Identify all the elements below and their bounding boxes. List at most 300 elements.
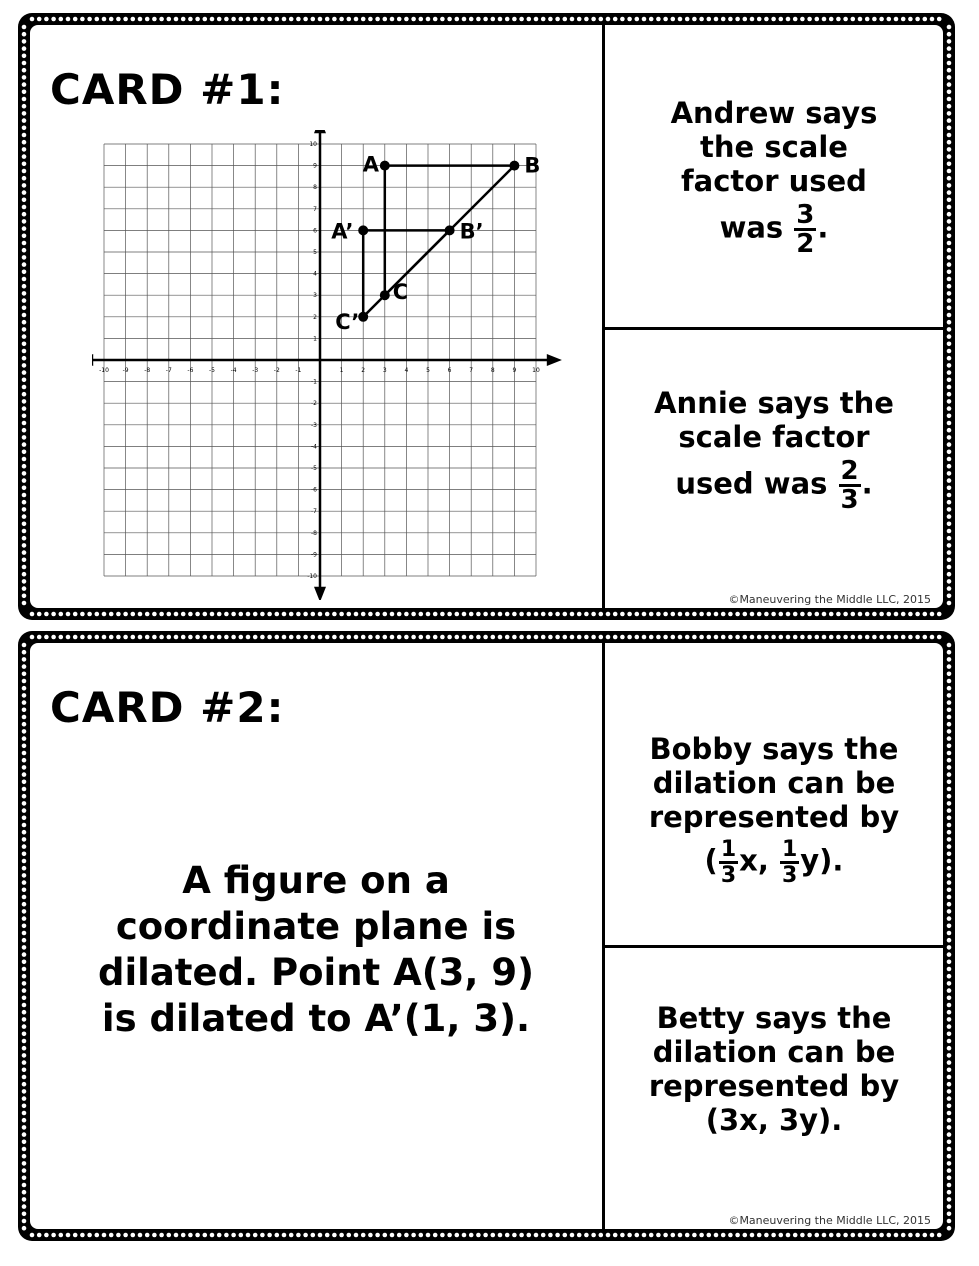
border-dot [188,17,193,22]
border-dot [822,1233,827,1238]
border-dot [764,635,769,640]
border-dot [390,612,395,617]
open-paren: ( [704,843,718,877]
border-dot [22,68,27,73]
border-dot [879,612,884,617]
border-dot [22,234,27,239]
border-dot [851,17,856,22]
border-dot [131,635,136,640]
fraction-one-third [780,838,799,887]
x-term: x, [739,843,779,877]
x-axis-arrow-left [92,354,93,366]
border-dot [203,17,208,22]
border-dot [231,635,236,640]
border-dot [491,635,496,640]
border-dot [267,1233,272,1238]
coordinate-plane [92,130,572,600]
border-dot [22,284,27,289]
border-dot [116,612,121,617]
border-dot [318,635,323,640]
border-dot [822,612,827,617]
border-dot [361,17,366,22]
border-dot [947,823,952,828]
border-dot [22,493,27,498]
border-dot [947,594,952,599]
border-dot [947,162,952,167]
border-dot [548,612,553,617]
border-dot [22,370,27,375]
border-dot [555,612,560,617]
border-dot [332,1233,337,1238]
border-dot [44,1233,49,1238]
border-dot [433,1233,438,1238]
border-dot [22,464,27,469]
border-dot [947,442,952,447]
border-dot [858,612,863,617]
border-dot [947,679,952,684]
border-dot [947,421,952,426]
border-dot [275,1233,280,1238]
border-dot [947,579,952,584]
y-tick-label: 6 [313,227,317,235]
border-dot [947,334,952,339]
border-dot [462,1233,467,1238]
border-dot [267,612,272,617]
border-dot [22,255,27,260]
border-dot [947,104,952,109]
x-tick-label: 7 [469,367,474,374]
border-dot [22,736,27,741]
border-dot [858,1233,863,1238]
border-dot [239,1233,244,1238]
border-dot [22,1068,27,1073]
border-dot [22,1089,27,1094]
border-dot [22,1197,27,1202]
border-dot [253,17,258,22]
andrew-was-label: was [719,210,784,244]
border-dot [22,435,27,440]
border-dot [800,17,805,22]
border-dot [22,198,27,203]
border-dot [519,1233,524,1238]
border-dot [570,612,575,617]
border-dot [947,601,952,606]
border-dot [397,612,402,617]
border-dot [519,17,524,22]
betty-claim [605,948,943,1229]
border-dot [22,1053,27,1058]
border-dot [109,1233,114,1238]
border-dot [947,586,952,591]
border-dot [858,17,863,22]
border-dot [947,1010,952,1015]
border-dot [947,558,952,563]
border-dot [947,270,952,275]
border-dot [22,111,27,116]
border-dot [584,612,589,617]
border-dot [66,612,71,617]
border-dot [224,612,229,617]
border-dot [505,635,510,640]
border-dot [599,612,604,617]
border-dot [22,960,27,965]
border-dot [102,17,107,22]
border-dot [138,635,143,640]
point-A’ [358,225,368,235]
border-dot [116,17,121,22]
border-dot [433,635,438,640]
border-dot [894,17,899,22]
border-dot [368,635,373,640]
border-dot [152,17,157,22]
border-dot [22,888,27,893]
border-dot [947,133,952,138]
border-dot [22,349,27,354]
border-dot [947,1132,952,1137]
border-dot [947,765,952,770]
border-dot [22,1039,27,1044]
border-dot [22,1118,27,1123]
border-dot [469,612,474,617]
border-dot [947,1219,952,1224]
border-dot [22,226,27,231]
border-dot [66,17,71,22]
border-dot [505,612,510,617]
period: . [861,466,873,500]
border-dot [22,1003,27,1008]
border-dot [87,635,92,640]
border-dot [947,140,952,145]
border-dot [30,635,35,640]
border-dot [469,1233,474,1238]
border-dot [947,543,952,548]
border-dot [22,895,27,900]
border-dot [51,612,56,617]
border-dot [843,635,848,640]
border-dot [217,635,222,640]
border-dot [947,255,952,260]
border-dot [22,457,27,462]
border-dot [613,635,618,640]
border-dot [887,1233,892,1238]
border-dot [231,612,236,617]
border-dot [642,635,647,640]
border-dot [908,17,913,22]
border-dot [887,635,892,640]
border-dot [947,572,952,577]
border-dot [793,1233,798,1238]
border-dot [159,17,164,22]
border-dot [22,657,27,662]
border-dot [947,414,952,419]
border-dot [743,635,748,640]
prompt-line: A figure on a [182,859,450,902]
border-dot [318,1233,323,1238]
border-dot [440,612,445,617]
border-dot [318,17,323,22]
border-dot [591,1233,596,1238]
border-dot [390,635,395,640]
border-dot [22,801,27,806]
border-dot [22,162,27,167]
x-tick-label: 4 [404,367,409,374]
border-dot [577,1233,582,1238]
border-dot [505,17,510,22]
card-2 [18,631,955,1241]
x-tick-label: 9 [512,367,517,374]
border-dot [296,635,301,640]
border-dot [671,1233,676,1238]
border-dot [411,1233,416,1238]
border-dot [829,17,834,22]
border-dot [947,478,952,483]
border-dot [203,612,208,617]
border-dot [613,612,618,617]
border-dot [947,816,952,821]
border-dot [635,612,640,617]
border-dot [138,17,143,22]
border-dot [22,507,27,512]
border-dot [606,1233,611,1238]
border-dot [433,612,438,617]
border-dot [282,1233,287,1238]
border-dot [779,17,784,22]
fraction-three-halves [794,199,816,259]
point-C [380,290,390,300]
period: . [817,210,829,244]
border-dot [779,612,784,617]
border-dot [735,635,740,640]
border-dot [325,635,330,640]
y-tick-label: -8 [311,529,317,537]
border-dot [947,241,952,246]
y-tick-label: 9 [313,162,317,170]
border-dot [22,104,27,109]
border-dot [947,924,952,929]
border-dot [260,17,265,22]
border-dot [947,1003,952,1008]
border-dot [642,1233,647,1238]
border-dot [851,1233,856,1238]
border-dot [22,522,27,527]
border-dot [947,931,952,936]
x-tick-label: 3 [382,367,387,374]
border-dot [947,500,952,505]
border-dot [678,635,683,640]
copyright-text: ©Maneuvering the Middle LLC, 2015 [728,1214,931,1227]
border-dot [390,17,395,22]
card-1-inner [30,25,943,608]
border-dot [22,844,27,849]
border-dot [73,635,78,640]
border-dot [30,1233,35,1238]
border-dot [947,1197,952,1202]
border-dot [354,1233,359,1238]
border-dot [800,635,805,640]
border-dot [275,612,280,617]
border-dot [447,635,452,640]
border-dot [563,17,568,22]
border-dot [570,17,575,22]
border-dot [22,298,27,303]
border-dot [22,938,27,943]
border-dot [22,1010,27,1015]
border-dot [361,635,366,640]
border-dot [947,657,952,662]
border-dot [22,82,27,87]
border-dot [699,17,704,22]
border-dot [779,635,784,640]
border-dot [685,17,690,22]
border-dot [22,90,27,95]
border-dot [22,772,27,777]
border-dot [224,635,229,640]
border-dot [22,414,27,419]
border-dot [188,635,193,640]
border-dot [22,428,27,433]
border-dot [455,1233,460,1238]
border-dot [145,635,150,640]
bobby-line: represented by [648,799,900,834]
border-dot [22,46,27,51]
border-dot [22,478,27,483]
fraction-denominator: 3 [781,862,798,888]
border-dot [80,1233,85,1238]
border-dot [735,17,740,22]
border-dot [714,17,719,22]
border-dot [22,664,27,669]
border-dot [66,635,71,640]
border-dot [469,17,474,22]
border-dot [138,612,143,617]
border-dot [109,635,114,640]
border-dot [743,612,748,617]
fraction-one-third [719,838,738,887]
border-dot [947,672,952,677]
border-dot [419,1233,424,1238]
border-dot [947,686,952,691]
border-dot [930,17,935,22]
y-tick-label: -6 [311,486,317,494]
border-dot [678,612,683,617]
border-dot [22,729,27,734]
border-dot [947,90,952,95]
border-dot [123,17,128,22]
point-label: A [362,152,380,177]
border-dot [728,1233,733,1238]
border-dot [620,17,625,22]
border-dot [368,612,373,617]
border-dot [541,612,546,617]
border-dot [411,17,416,22]
border-dot [947,522,952,527]
x-tick-label: -6 [187,367,194,374]
border-dot [947,435,952,440]
border-dot [260,612,265,617]
border-dot [22,1176,27,1181]
border-dot [947,363,952,368]
border-dot [947,1118,952,1123]
border-dot [102,612,107,617]
border-dot [947,844,952,849]
border-dot [947,664,952,669]
border-dot [289,612,294,617]
border-dot [534,1233,539,1238]
border-dot [152,1233,157,1238]
border-dot [707,612,712,617]
border-dot [872,17,877,22]
border-dot [671,612,676,617]
border-dot [289,1233,294,1238]
x-tick-label: -9 [122,367,129,374]
border-dot [947,205,952,210]
border-dot [947,693,952,698]
border-dot [947,1140,952,1145]
y-tick-label: 2 [313,313,317,321]
border-dot [649,1233,654,1238]
border-dot [181,1233,186,1238]
card-1-title: CARD #1: [50,65,285,114]
x-tick-label: -1 [295,367,302,374]
border-dot [947,772,952,777]
border-dot [145,612,150,617]
border-dot [947,118,952,123]
border-dot [239,635,244,640]
border-dot [947,996,952,1001]
border-dot [109,612,114,617]
y-tick-label: 4 [313,270,317,278]
border-dot [947,154,952,159]
border-dot [73,1233,78,1238]
border-dot [231,1233,236,1238]
border-dot [947,349,952,354]
border-dot [947,967,952,972]
border-dot [947,988,952,993]
border-dot [947,643,952,648]
border-dot [419,612,424,617]
border-dot [800,612,805,617]
border-dot [469,635,474,640]
border-dot [22,594,27,599]
border-dot [606,635,611,640]
border-dot [217,1233,222,1238]
prompt-line: is dilated to A’(1, 3). [101,997,531,1040]
border-dot [22,190,27,195]
border-dot [915,1233,920,1238]
border-dot [879,17,884,22]
fraction-numerator: 1 [781,836,798,862]
border-dot [527,635,532,640]
border-dot [947,1104,952,1109]
border-dot [188,612,193,617]
border-dot [947,212,952,217]
border-dot [836,635,841,640]
border-dot [22,974,27,979]
border-dot [22,212,27,217]
border-dot [325,612,330,617]
border-dot [404,1233,409,1238]
border-dot [599,1233,604,1238]
x-tick-label: 6 [447,367,452,374]
border-dot [239,612,244,617]
border-dot [577,612,582,617]
border-dot [433,17,438,22]
border-dot [707,635,712,640]
border-dot [635,17,640,22]
border-dot [721,1233,726,1238]
border-dot [246,1233,251,1238]
border-dot [728,612,733,617]
